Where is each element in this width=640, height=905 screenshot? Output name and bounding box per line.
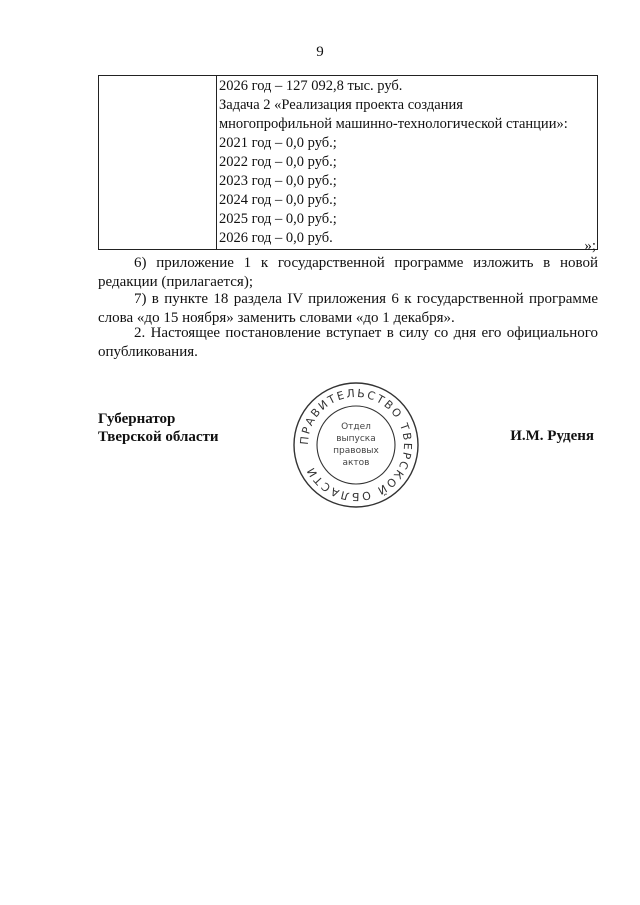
funding-line: 2026 год – 127 092,8 тыс. руб. xyxy=(219,78,403,94)
stamp-outer-ring xyxy=(294,383,418,507)
closing-quote: »; xyxy=(584,238,596,254)
table-row xyxy=(99,76,598,250)
page-number: 9 xyxy=(316,44,324,60)
signer-title xyxy=(98,410,219,446)
stamp-center-line: выпуска xyxy=(336,434,376,444)
stamp-ring-text: ПРАВИТЕЛЬСТВО ТВЕРСКОЙ ОБЛАСТИ xyxy=(297,386,415,504)
official-stamp xyxy=(291,380,421,510)
funding-line: 2025 год – 0,0 руб.; xyxy=(219,211,337,227)
program-funding-table xyxy=(98,75,598,250)
stamp-center-line: правовых xyxy=(333,446,379,456)
signer-title-line: Тверской области xyxy=(98,429,219,445)
stamp-center-line: Отдел xyxy=(341,422,371,432)
task-title-line: Задача 2 «Реализация проекта создания xyxy=(219,97,463,113)
table-cell-funding xyxy=(217,76,598,250)
funding-line: 2024 год – 0,0 руб.; xyxy=(219,192,337,208)
funding-line: 2026 год – 0,0 руб. xyxy=(219,230,333,246)
signer-name: И.М. Руденя xyxy=(510,428,594,444)
task-title-line: многопрофильной машинно-технологической станции»: xyxy=(219,116,568,132)
funding-line: 2021 год – 0,0 руб.; xyxy=(219,135,337,151)
paragraph-item-7: 7) в пункте 18 раздела IV приложения 6 к государственной программе слова «до 15 ноября» заменить словами «до 1 декабря». xyxy=(98,291,598,326)
paragraph-item-2: 2. Настоящее постановление вступает в силу со дня его официального опубликования. xyxy=(98,325,598,360)
paragraph-item-6: 6) приложение 1 к государственной программе изложить в новой редакции (прилагается); xyxy=(98,255,598,290)
stamp-inner-ring xyxy=(317,406,395,484)
table-cell-empty xyxy=(99,76,217,250)
stamp-center-line: актов xyxy=(342,458,370,468)
funding-line: 2022 год – 0,0 руб.; xyxy=(219,154,337,170)
signer-title-line: Губернатор xyxy=(98,411,176,427)
funding-line: 2023 год – 0,0 руб.; xyxy=(219,173,337,189)
